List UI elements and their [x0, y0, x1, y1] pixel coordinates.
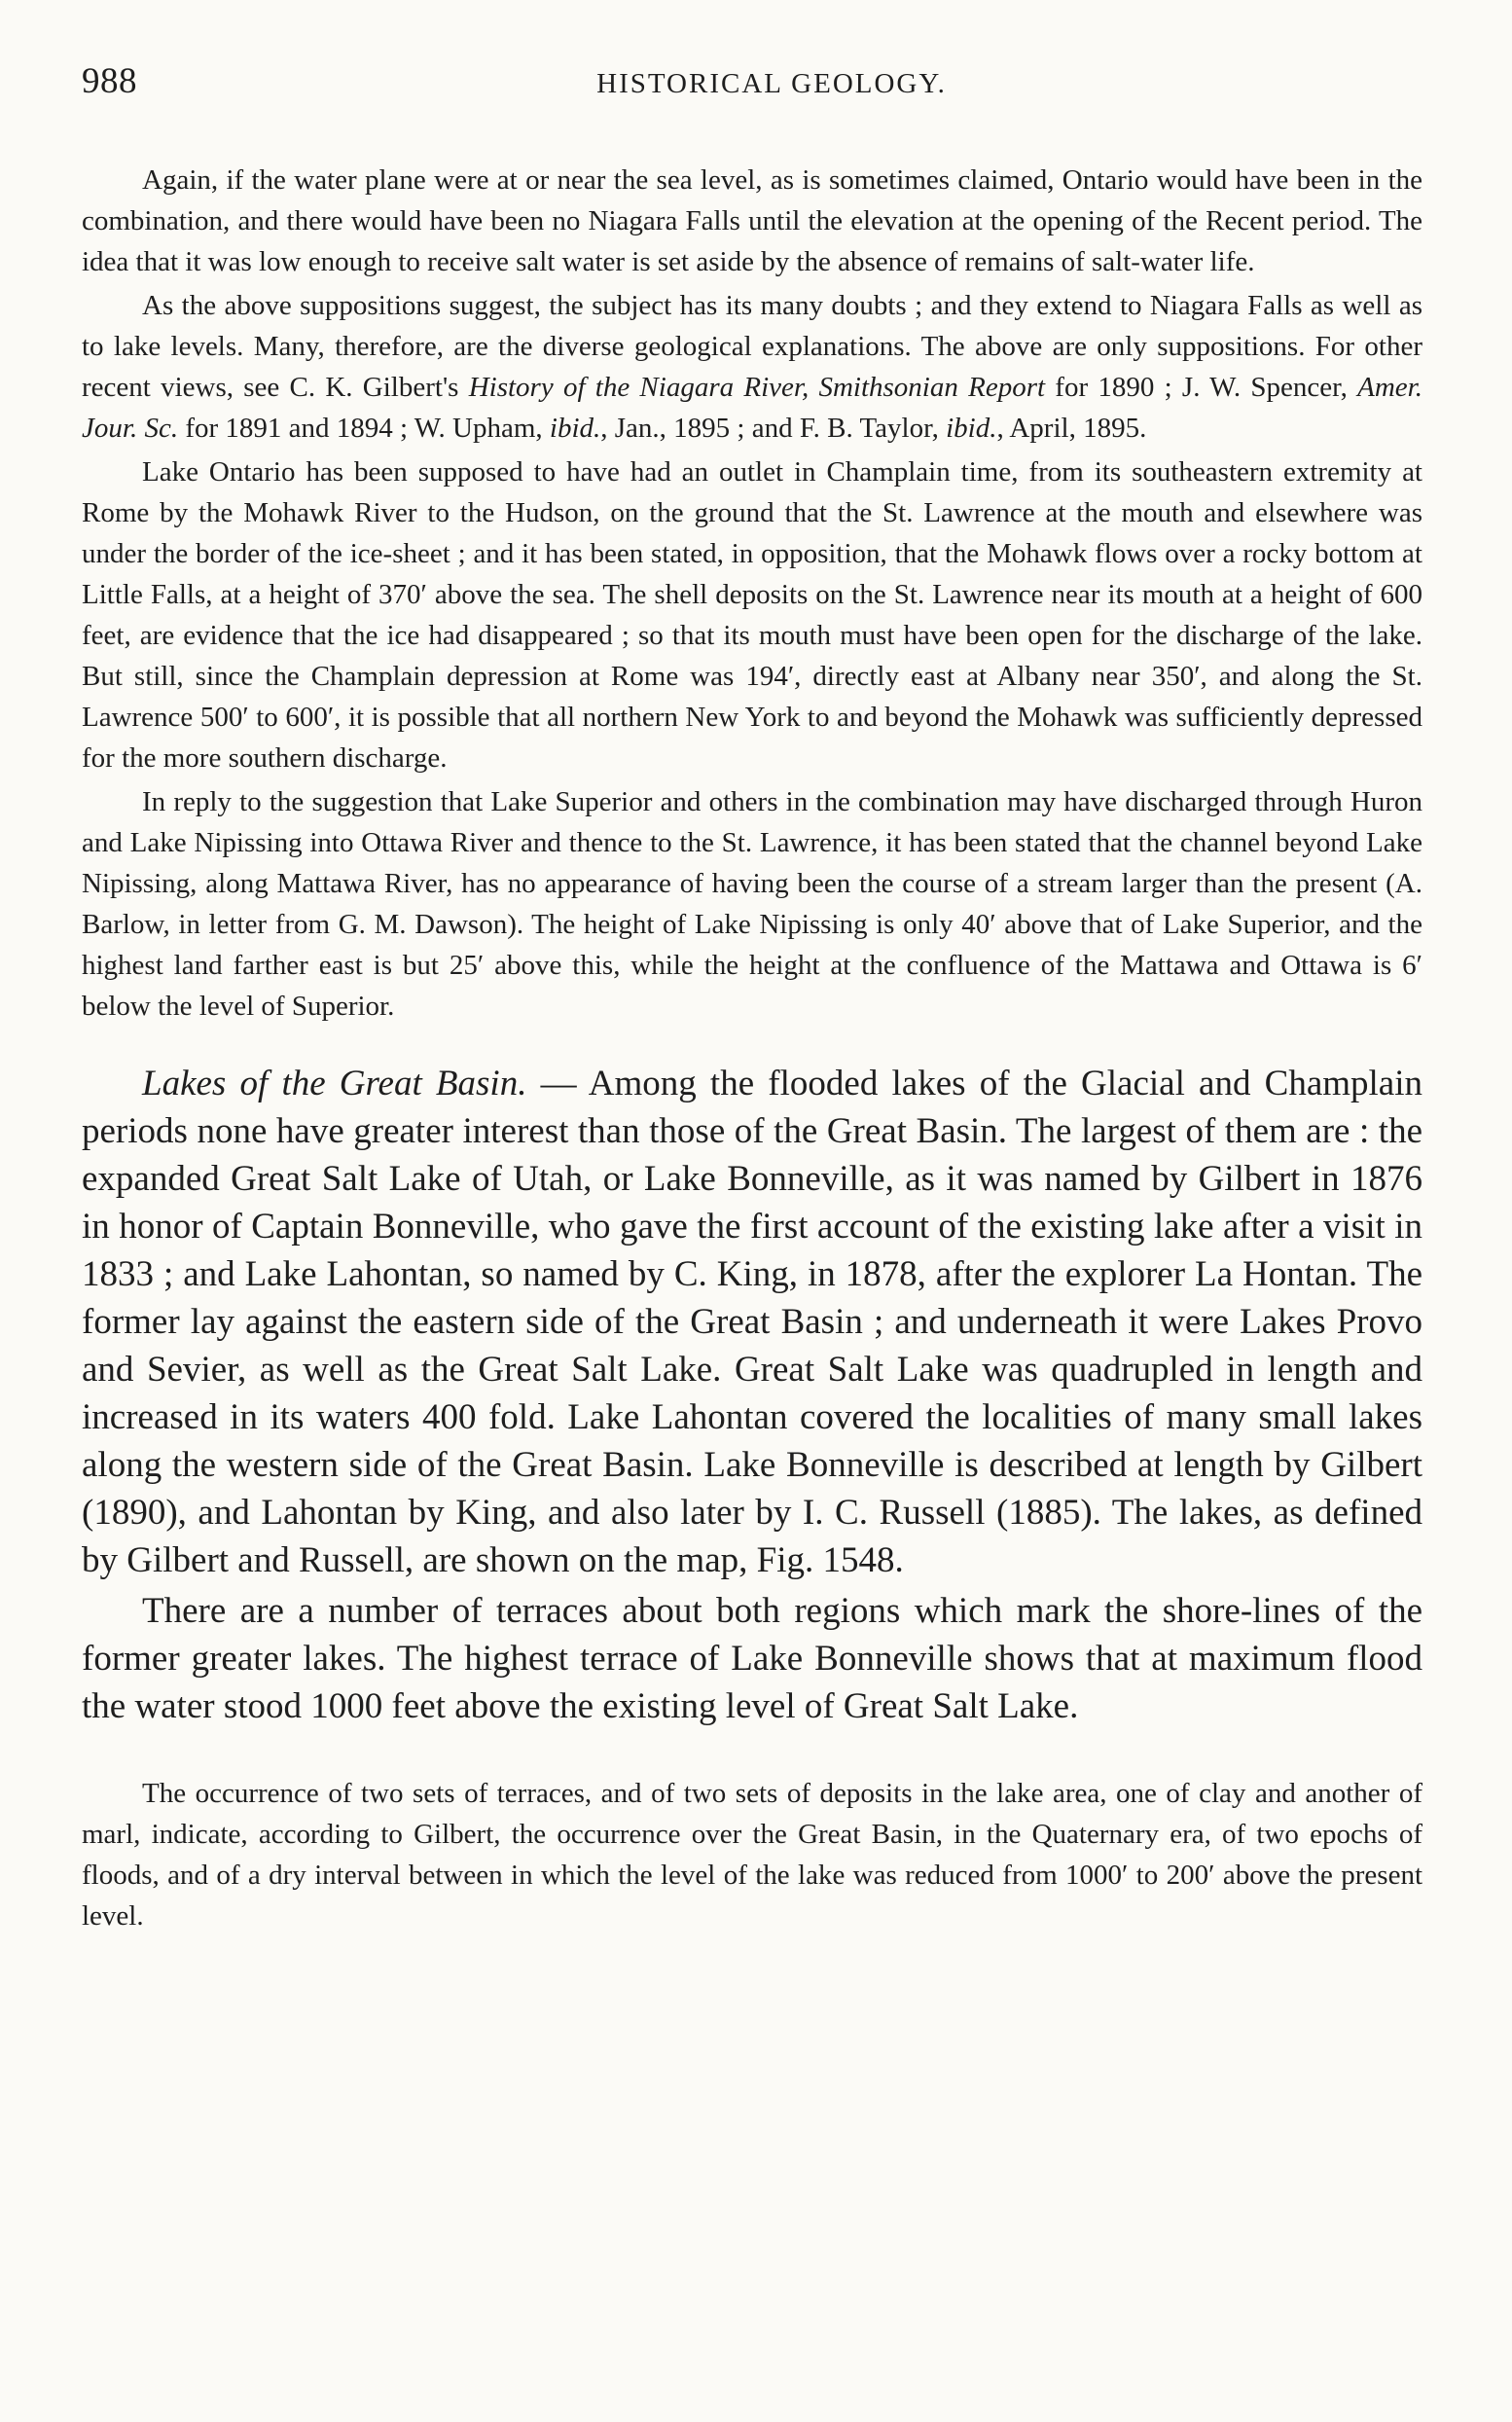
section-heading-great-basin: Lakes of the Great Basin. [142, 1064, 527, 1103]
paragraph-two-epochs: The occurrence of two sets of terraces, and of two sets of deposits in the lake area, one of clay and another of marl, indicate, according to Gilbert, the occurrence over the Great Basin, in the Quaternary era, of two epochs of floods, and of a dry interval between in which the level of the lake was reduced from 1000′ to 200′ above the present level. [82, 1778, 1422, 1932]
paragraph-water-plane: Again, if the water plane were at or near the sea level, as is sometimes claimed, Ontario would have been in the combination, and there would have been no Niagara Falls until the elevation at the opening of the Recent period. The idea that it was low enough to receive salt water is set aside by the absence of remains of salt-water life. [82, 164, 1422, 277]
citation-spencer-journal: Amer. Jour. Sc. [82, 372, 1422, 444]
suppositions-text-g: , Jan., 1895 ; and F. B. Taylor, [600, 413, 947, 444]
paragraph-lake-superior-discharge: In reply to the suggestion that Lake Superior and others in the combination may have discharged through Huron and Lake Nipissing into Ottawa River and thence to the St. Lawrence, it has been stated that the channel beyond Lake Nipissing, along Mattawa River, has no appearance of having been the course of a stream larger than the present (A. Barlow, in letter from G. M. Dawson). The height of Lake Nipissing is only 40′ above that of Lake Superior, and the highest land farther east is but 25′ above this, while the height at the confluence of the Mattawa and Ottawa is 6′ below the level of Superior. [82, 786, 1422, 1022]
book-page [82, 60, 1422, 1936]
citation-gilbert-title: History of the Niagara River, Smithsonian Report [468, 372, 1046, 403]
paragraph-lake-ontario-outlet: Lake Ontario has been supposed to have had an outlet in Champlain time, from its southeastern extremity at Rome by the Mohawk River to the Hudson, on the ground that the St. Lawrence at the mouth and elsewhere was under the border of the ice-sheet ; and it has been stated, in opposition, that the Mohawk flows over a rocky bottom at Little Falls, at a height of 370′ above the sea. The shell deposits on the St. Lawrence near its mouth at a height of 600 feet, are evidence that the ice had disappeared ; so that its mouth must have been open for the discharge of the lake. But still, since the Champlain depression at Rome was 194′, directly east at Albany near 350′, and along the St. Lawrence 500′ to 600′, it is possible that all northern New York to and beyond the Mohawk was sufficiently depressed for the more southern discharge. [82, 456, 1422, 774]
great-basin-body: — Among the flooded lakes of the Glacial and Champlain periods none have greater interest than those of the Great Basin. The largest of them are : the expanded Great Salt Lake of Utah, or Lake Bonneville, as it was named by Gilbert in 1876 in honor of Captain Bonneville, who gave the first account of the existing lake after a visit in 1833 ; and Lake Lahontan, so named by C. King, in 1878, after the explorer La Hontan. The former lay against the eastern side of the Great Basin ; and underneath it were Lakes Provo and Sevier, as well as the Great Salt Lake. Great Salt Lake was quadrupled in length and increased in its waters 400 fold. Lake Lahontan covered the localities of many small lakes along the western side of the Great Basin. Lake Bonneville is described at length by Gilbert (1890), and Lahontan by King, and also later by I. C. Russell (1885). The lakes, as defined by Gilbert and Russell, are shown on the map, Fig. 1548. [82, 1064, 1423, 1580]
running-head [82, 60, 1422, 109]
running-title: HISTORICAL GEOLOGY. [596, 68, 947, 99]
suppositions-text-i: , April, 1895. [996, 413, 1147, 444]
paragraph-great-basin-lakes [82, 1060, 1422, 1584]
suppositions-text-c: for 1890 ; J. W. Spencer, [1045, 372, 1358, 403]
suppositions-text-e: for 1891 and 1894 ; W. Upham, [178, 413, 550, 444]
citation-taylor-ibid: ibid. [946, 413, 997, 444]
page-number: 988 [82, 61, 137, 101]
paragraph-terraces: There are a number of terraces about both regions which mark the shore-lines of the former greater lakes. The highest terrace of Lake Bonneville shows that at maximum flood the water stood 1000 feet above the existing level of Great Salt Lake. [82, 1591, 1422, 1726]
paragraph-suppositions [82, 285, 1422, 449]
citation-upham-ibid: ibid. [549, 413, 601, 444]
suppositions-text-a: As the above suppositions suggest, the subject has its many doubts ; and they extend to Niagara Falls as well as to lake levels. Many, therefore, are the diverse geological explanations. The above are only suppositions. For other recent views, see C. K. Gilbert's [82, 290, 1422, 403]
